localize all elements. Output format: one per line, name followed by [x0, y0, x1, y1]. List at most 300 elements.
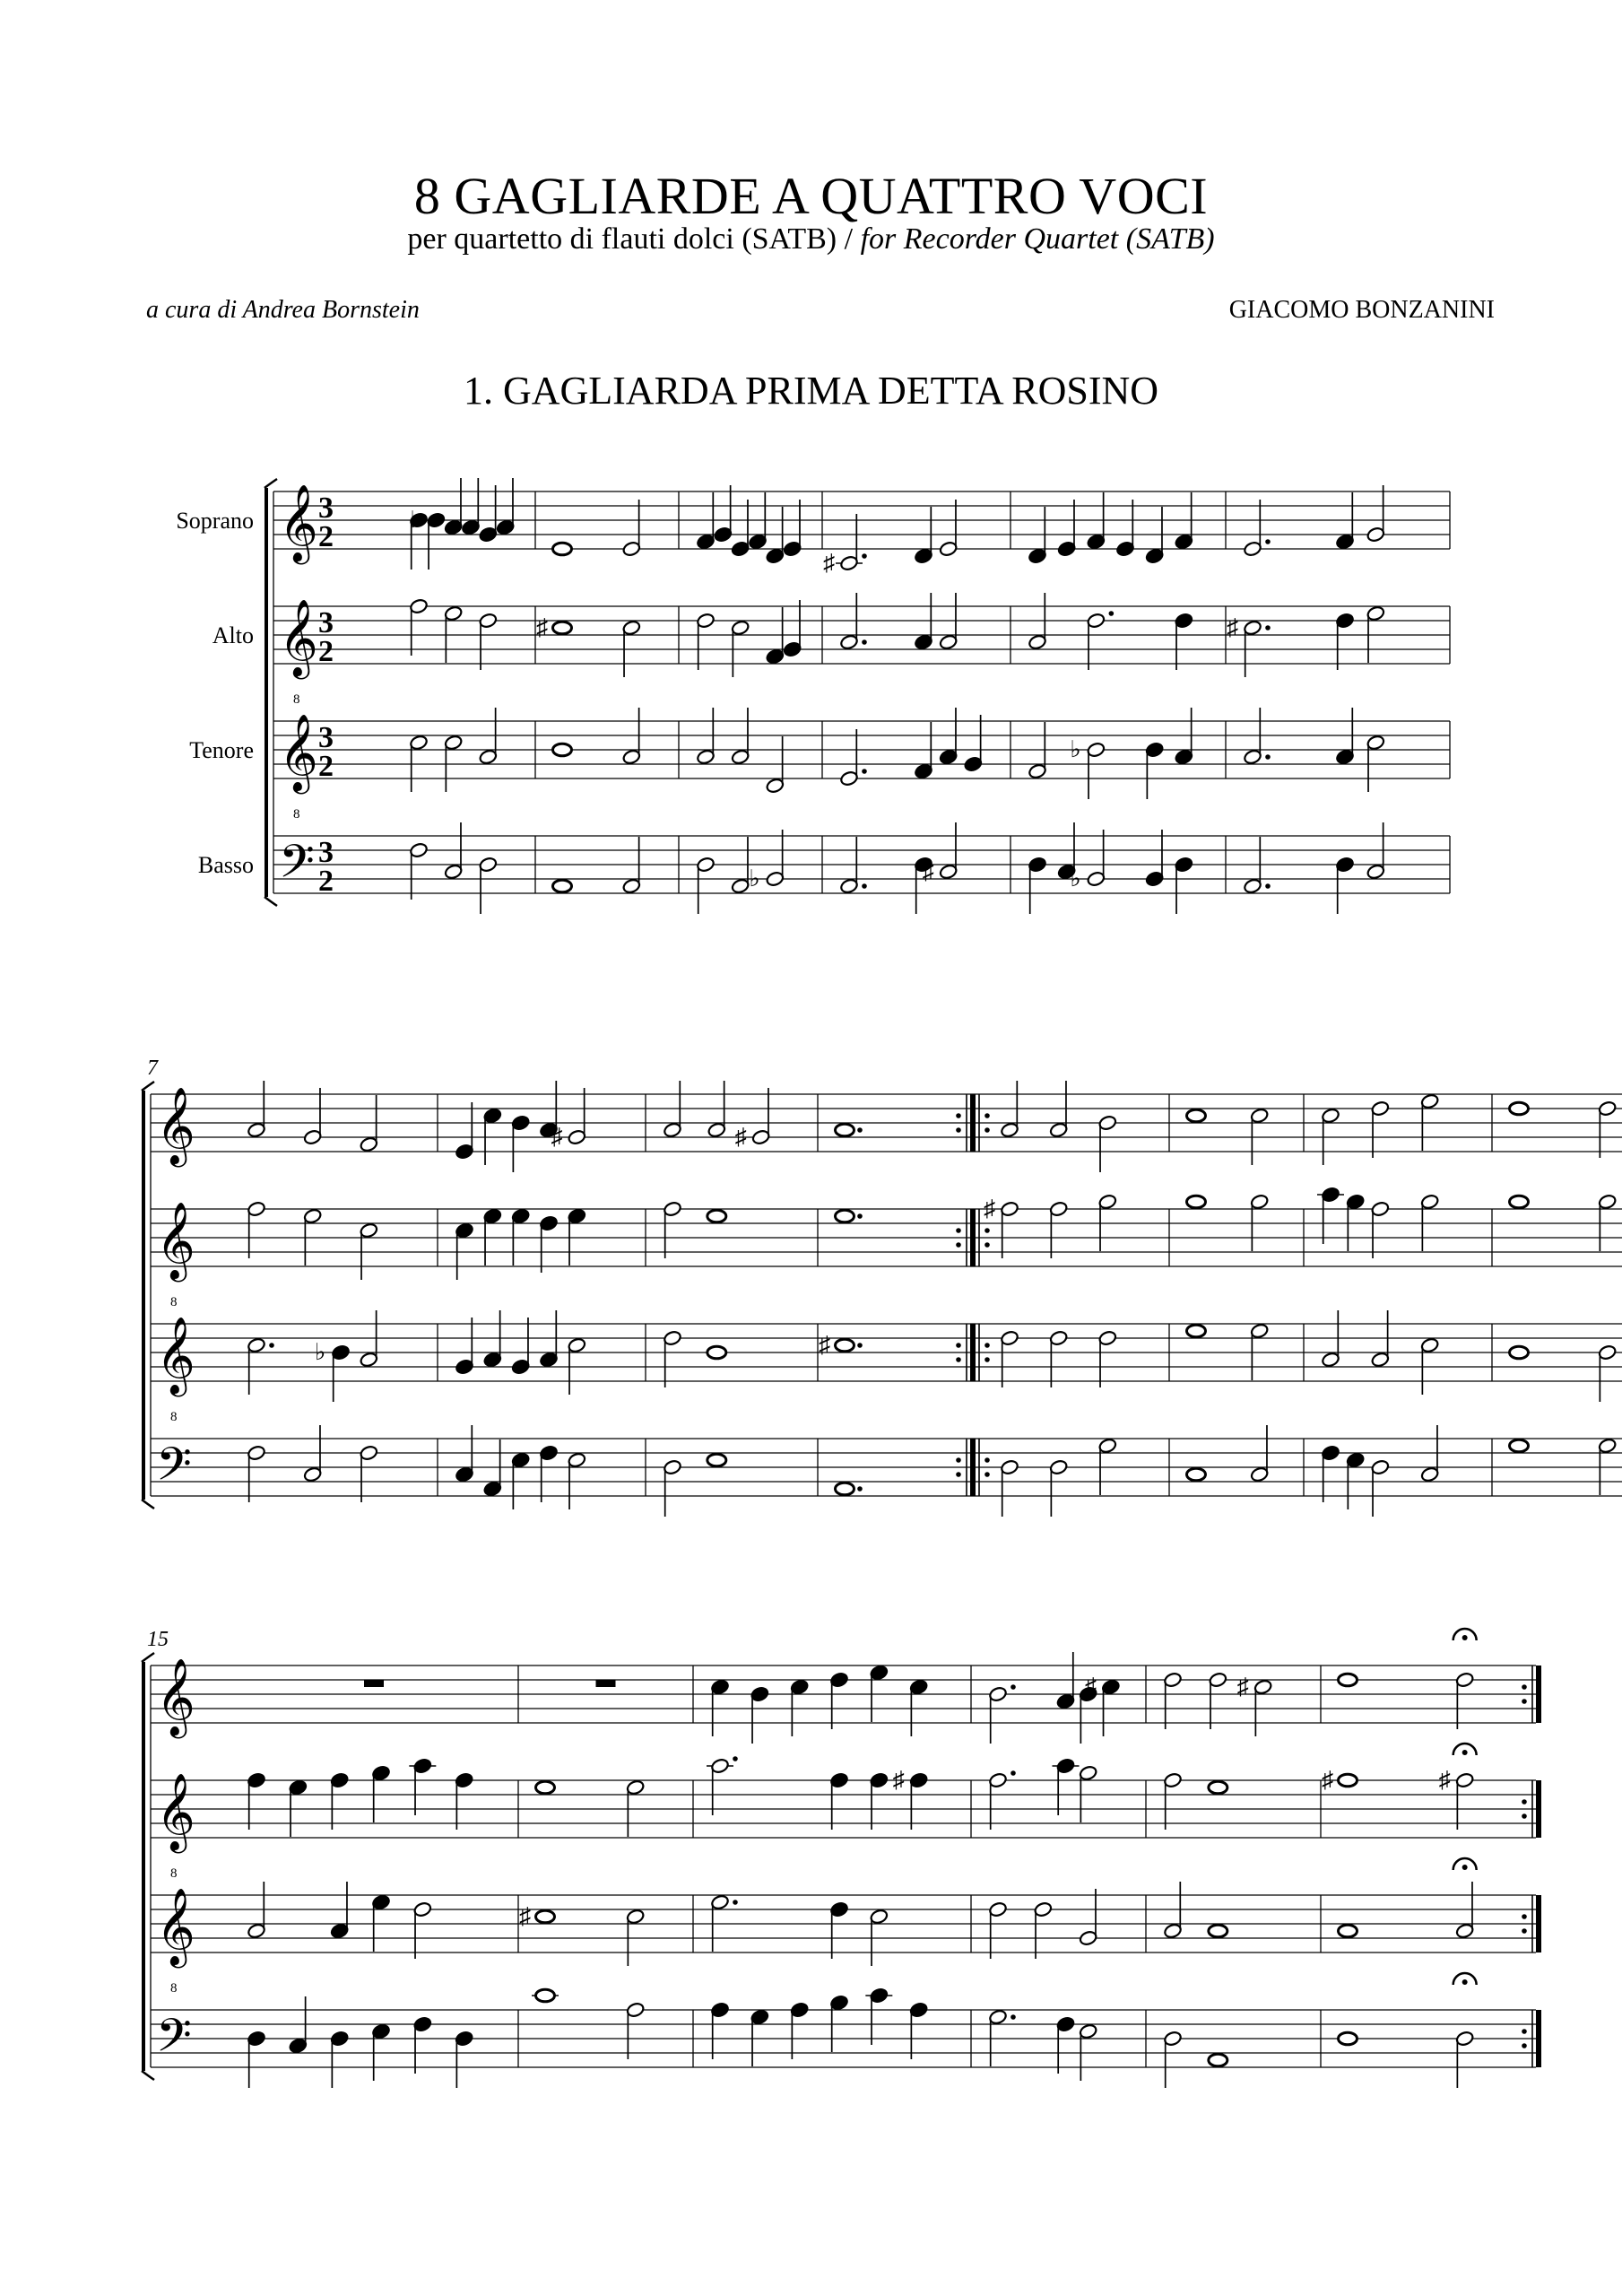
s2-m5-v0-note-1: [1455, 1672, 1474, 1729]
s2-m5-v1-note-0: [1322, 1767, 1357, 1793]
s2-m5-v2-note-1: [1455, 1882, 1474, 1939]
s2-v2-clef-treble-clef-icon: 𝄞: [156, 1891, 195, 1964]
s1-m0-v2-note-2: [360, 1310, 378, 1368]
s0-m2-v2-note-1: [731, 708, 750, 765]
s2-m5-v1-note-1-accidental: ♯: [1438, 1767, 1451, 1793]
s1-m4-v3-note-0: [1000, 1459, 1019, 1517]
s1-repeat-dot-left: [956, 1357, 961, 1362]
s1-m2-v3-note-0: [663, 1459, 681, 1517]
s2-m2-v2-note-2: [870, 1909, 889, 1966]
s0-m2-v2-note-2: [766, 736, 785, 794]
s0-m5-v0-note-0-dot: [1265, 539, 1271, 544]
s2-m3-v0-note-3-accidental: ♯: [1084, 1674, 1097, 1700]
s0-m2-v2-note-0: [696, 708, 715, 765]
s2-m0-v2-note-3: [413, 1901, 432, 1959]
s2-m4-v1-note-0: [1163, 1772, 1182, 1830]
s0-v0-time-signature-denominator: 2: [318, 520, 334, 553]
s1-m1-v0-note-1: [483, 1108, 502, 1165]
s0-m2-v3-note-2: [749, 830, 785, 891]
s1-repeat-dot-right: [984, 1457, 990, 1463]
s2-m2-v0-note-0: [710, 1679, 729, 1736]
s1-m3-v1-note-0-dot: [857, 1213, 863, 1219]
s0-m0-v3-note-2: [479, 857, 498, 914]
s0-m4-v0-note-3: [1115, 500, 1134, 557]
s2-m0-v0-whole-rest-0: [364, 1680, 384, 1687]
s1-m5-v3-note-1: [1250, 1425, 1269, 1483]
s1-m5-v3-note-0-notehead: [1187, 1468, 1206, 1481]
s0-m4-v1-note-2: [1175, 613, 1193, 670]
s0-m2-v0-note-1: [714, 485, 733, 543]
s1-m7-v0-note-0-notehead: [1510, 1102, 1529, 1115]
s2-m5-v0-note-1-fermata-dot: [1462, 1635, 1468, 1640]
s0-m5-v2-note-0-dot: [1265, 754, 1271, 760]
s1-m6-v2-note-1: [1371, 1310, 1390, 1368]
s2-final-repeat-dot: [1522, 1914, 1527, 1919]
s1-m3-v1-note-0: [836, 1210, 863, 1222]
s0-m5-v2-note-0: [1243, 708, 1271, 765]
s0-v1-time-signature-denominator: 2: [318, 635, 334, 668]
s2-m4-v0-note-0: [1163, 1672, 1182, 1729]
s1-m7-v1-note-0: [1510, 1196, 1529, 1208]
s1-m2-v1-note-1-notehead: [707, 1210, 726, 1222]
s1-m2-v0-note-2-accidental: ♯: [734, 1124, 747, 1150]
s2-v3-clef-bass-clef-icon: 𝄢: [156, 2012, 192, 2073]
s1-bracket-bottom: [142, 1500, 154, 1509]
s1-m3-v2-note-0-accidental: ♯: [819, 1332, 830, 1358]
s1-m6-v0-note-0: [1321, 1108, 1340, 1165]
s0-m2-v0-note-5: [783, 500, 802, 557]
s1-m4-v0-note-2: [1098, 1115, 1117, 1172]
s0-m5-v1-note-0: [1227, 614, 1271, 677]
s1-m5-v2-note-0: [1187, 1325, 1206, 1337]
s2-m2-v1-note-1: [829, 1772, 848, 1830]
s0-m2-v0-note-2: [731, 500, 750, 557]
s1-m4-v0-note-1: [1049, 1081, 1068, 1138]
s1-m5-v0-note-0: [1187, 1109, 1206, 1122]
s0-m3-v2-note-2: [939, 708, 958, 765]
s1-m5-v1-note-0-notehead: [1187, 1196, 1206, 1208]
s2-final-repeat-dot: [1522, 1928, 1527, 1934]
s1-m0-v0-note-0: [247, 1081, 265, 1138]
s2-m0-v1-note-1: [289, 1779, 308, 1837]
s2-m5-v0-note-0-notehead: [1339, 1674, 1357, 1686]
s0-m0-v1-note-0: [409, 598, 428, 656]
s0-m4-v0-note-1: [1057, 500, 1076, 557]
s1-m0-v2-note-1: [315, 1339, 351, 1402]
s2-m3-v0-note-0: [988, 1684, 1016, 1744]
s0-v2-clef-octave-mark: 8: [293, 807, 300, 822]
s2-m2-v3-note-1: [750, 2009, 769, 2066]
s2-m1-v0-whole-rest-0: [596, 1680, 616, 1687]
s2-m5-v2-note-0-notehead: [1339, 1925, 1357, 1937]
s2-m0-v3-note-4: [413, 2016, 432, 2074]
s0-m4-v2-note-3: [1175, 708, 1193, 765]
s2-m0-v1-note-2: [330, 1772, 349, 1830]
s1-m1-v1-note-1: [483, 1208, 502, 1265]
s0-m5-v1-note-1: [1335, 613, 1354, 670]
s0-m1-v1-note-0-notehead: [553, 622, 572, 634]
s0-v3-clef-bass-clef-icon: 𝄢: [279, 838, 315, 899]
s1-m2-v0-note-1: [707, 1081, 726, 1138]
s1-repeat-dot-right: [984, 1127, 990, 1133]
s2-m5-v3-note-0: [1339, 2032, 1357, 2045]
s2-m3-v2-note-0: [988, 1901, 1007, 1959]
s1-m4-v1-note-1: [1049, 1201, 1068, 1258]
s0-v0-clef-treble-clef-icon: 𝄞: [279, 487, 318, 561]
s2-m0-v2-note-2: [371, 1894, 390, 1952]
s2-m2-v0-note-5: [909, 1679, 928, 1736]
s0-m2-v1-note-1: [731, 620, 750, 677]
s0-bracket-bottom: [265, 897, 277, 906]
s2-m2-v0-note-1: [750, 1686, 769, 1744]
s0-m3-v2-note-1: [914, 722, 932, 779]
s1-m1-v1-note-2: [511, 1208, 530, 1265]
s2-m0-v3-note-0: [247, 2031, 265, 2088]
s1-m2-v3-note-1-notehead: [707, 1454, 726, 1466]
s1-m3-v3-note-0-dot: [857, 1486, 863, 1492]
s1-repeat-dot-left: [956, 1228, 961, 1233]
s0-m3-v0-note-0: [823, 514, 867, 576]
s1-m6-v1-note-0: [1317, 1187, 1344, 1244]
s1-m4-v3-note-1: [1049, 1459, 1068, 1517]
s0-m5-v3-note-0-dot: [1265, 883, 1271, 889]
s0-m4-v0-note-4: [1145, 507, 1164, 564]
s1-m1-v2-note-4: [568, 1337, 586, 1395]
s2-m5-v3-note-1-fermata-dot: [1462, 1979, 1468, 1985]
s1-m7-v3-note-1: [1598, 1438, 1617, 1495]
s0-m0-v1-note-2: [479, 613, 498, 670]
s2-measure-number: 15: [147, 1628, 169, 1651]
s0-v0-voice-name: Soprano: [176, 508, 254, 534]
s2-m1-v1-note-0: [536, 1781, 555, 1794]
s1-m3-v1-note-0-notehead: [836, 1210, 854, 1222]
s0-m4-v1-note-1-dot: [1109, 611, 1115, 616]
s0-m5-v2-note-1: [1335, 708, 1354, 765]
s2-m4-v1-note-1-notehead: [1209, 1781, 1227, 1794]
s1-m2-v3-note-1: [707, 1454, 726, 1466]
s2-final-repeat-dot: [1522, 1684, 1527, 1690]
s1-m0-v2-note-1-accidental: ♭: [315, 1339, 326, 1365]
s2-m2-v0-note-4: [870, 1665, 889, 1722]
s2-m3-v3-note-2: [1079, 2023, 1097, 2081]
s2-m4-v0-note-1: [1209, 1672, 1227, 1729]
s0-m4-v0-note-0: [1028, 507, 1046, 564]
s0-bracket-top: [265, 479, 277, 488]
s2-m5-v3-note-0-notehead: [1339, 2032, 1357, 2045]
s1-m6-v0-note-2: [1420, 1093, 1439, 1151]
s0-m5-v3-note-2: [1366, 822, 1385, 880]
s2-m1-v2-note-0: [519, 1903, 555, 1929]
s2-final-repeat-dot: [1522, 1813, 1527, 1819]
s2-m5-v2-note-0: [1339, 1925, 1357, 1937]
s1-v1-clef-octave-mark: 8: [170, 1295, 178, 1309]
s1-m1-v2-note-3: [539, 1310, 558, 1368]
s0-m3-v3-note-2-accidental: ♯: [922, 858, 934, 884]
s2-m4-v0-note-2: [1237, 1674, 1273, 1736]
s2-m3-v3-note-1: [1056, 2016, 1075, 2074]
s0-m1-v2-note-0-notehead: [553, 744, 572, 756]
s1-m0-v3-note-2: [360, 1445, 378, 1502]
s1-m4-v2-note-0: [1000, 1330, 1019, 1387]
s2-m0-v1-note-4: [409, 1758, 436, 1815]
s1-m0-v1-note-0: [247, 1201, 265, 1258]
s0-m3-v0-note-2: [939, 500, 958, 557]
s1-m1-v0-note-2: [511, 1115, 530, 1172]
s0-v3-time-signature-denominator: 2: [318, 865, 334, 898]
s2-m4-v1-note-1: [1209, 1781, 1227, 1794]
s2-m0-v3-note-3: [371, 2023, 390, 2081]
s0-m2-v0-note-4: [766, 507, 785, 564]
s1-m1-v3-note-1: [483, 1439, 502, 1497]
s0-m1-v1-note-0: [536, 614, 572, 640]
s1-m6-v1-note-2: [1371, 1201, 1390, 1258]
s1-m6-v1-note-1: [1346, 1194, 1365, 1251]
s0-m5-v1-note-2: [1366, 605, 1385, 663]
s1-m3-v3-note-0: [836, 1483, 863, 1495]
s0-m0-v3-note-0: [409, 842, 428, 900]
s2-m0-v1-note-3: [371, 1765, 390, 1822]
s1-m2-v2-note-1-notehead: [707, 1346, 726, 1359]
s2-m4-v2-note-0: [1163, 1882, 1182, 1939]
s1-m5-v3-note-0: [1187, 1468, 1206, 1481]
s2-m2-v1-note-3: [893, 1767, 929, 1830]
s1-m4-v3-note-2: [1098, 1438, 1117, 1495]
s2-m0-v3-note-2: [330, 2031, 349, 2088]
s0-m0-v0-note-4: [479, 485, 498, 543]
s0-v3-time-signature-numerator: 3: [318, 836, 334, 869]
s1-m7-v0-note-1: [1598, 1100, 1617, 1158]
s0-m2-v1-note-2: [766, 607, 785, 665]
s0-m4-v3-note-2-accidental: ♭: [1070, 865, 1081, 891]
s2-m2-v1-note-2: [870, 1772, 889, 1830]
s0-m4-v2-note-1-accidental: ♭: [1070, 736, 1081, 762]
s1-repeat-dot-right: [984, 1472, 990, 1477]
s1-m1-v2-note-2: [511, 1318, 530, 1375]
s1-m7-v2-note-0-notehead: [1510, 1346, 1529, 1359]
s0-m5-v3-note-1: [1335, 857, 1354, 914]
s0-v1-clef-octave-mark: 8: [293, 692, 300, 707]
s0-m3-v1-note-1: [914, 593, 932, 650]
s2-m5-v1-note-1: [1439, 1767, 1475, 1830]
s2-m2-v3-note-0: [710, 2002, 729, 2059]
s2-m3-v0-note-0-dot: [1010, 1684, 1016, 1690]
s0-m2-v1-note-0: [696, 613, 715, 670]
s0-m3-v3-note-0: [839, 837, 867, 894]
s0-v0-time-signature-numerator: 3: [318, 491, 334, 525]
s1-m2-v2-note-1: [707, 1346, 726, 1359]
s1-m6-v1-note-3: [1420, 1194, 1439, 1251]
s1-m4-v1-note-2: [1098, 1194, 1117, 1251]
s1-m0-v3-note-1: [303, 1425, 322, 1483]
s0-m4-v2-note-2: [1145, 742, 1164, 799]
s1-repeat-dot-left: [956, 1343, 961, 1348]
s0-m1-v1-note-0-accidental: ♯: [536, 614, 548, 640]
s1-m3-v0-note-0-dot: [857, 1127, 863, 1133]
s1-m1-v0-note-0: [455, 1102, 473, 1160]
s0-m3-v3-note-2: [923, 822, 958, 884]
s0-m1-v1-note-1: [622, 620, 641, 677]
s1-m2-v2-note-0: [663, 1330, 681, 1387]
s1-bracket-top: [142, 1082, 154, 1091]
s0-m5-v1-note-0-accidental: ♯: [1227, 614, 1238, 640]
s0-m1-v0-note-1: [622, 500, 641, 557]
s1-m0-v1-note-2: [360, 1222, 378, 1280]
s1-m1-v3-note-4: [568, 1452, 586, 1509]
subtitle-english: for Recorder Quartet (SATB): [860, 222, 1215, 256]
s2-m5-v1-note-1-fermata-dot: [1462, 1750, 1468, 1755]
s2-m1-v2-note-0-notehead: [536, 1910, 555, 1923]
s2-m4-v3-note-1-notehead: [1209, 2054, 1227, 2066]
s0-v1-time-signature-numerator: 3: [318, 606, 334, 639]
s1-v2-clef-treble-clef-icon: 𝄞: [156, 1319, 195, 1393]
s1-m3-v2-note-0-dot: [857, 1343, 863, 1348]
s1-v3-clef-bass-clef-icon: 𝄢: [156, 1440, 192, 1501]
s2-m4-v2-note-1-notehead: [1209, 1925, 1227, 1937]
s0-m3-v2-note-0-dot: [862, 769, 867, 774]
s0-m4-v3-note-4: [1175, 857, 1193, 914]
piece-title: 1. GAGLIARDA PRIMA DETTA ROSINO: [463, 369, 1159, 413]
s2-m0-v3-note-5: [455, 2031, 473, 2088]
s1-m4-v0-note-0: [1000, 1081, 1019, 1138]
s2-v2-clef-octave-mark: 8: [170, 1981, 178, 1996]
s1-m1-v0-note-4-accidental: ♯: [551, 1124, 563, 1150]
s2-bracket-top: [142, 1653, 154, 1662]
s0-m1-v2-note-1: [622, 708, 641, 765]
s1-m5-v2-note-0-notehead: [1187, 1325, 1206, 1337]
s2-m3-v1-note-1: [1053, 1758, 1080, 1815]
s2-m2-v2-note-0-dot: [733, 1900, 738, 1905]
s0-m1-v3-note-0-notehead: [553, 880, 572, 892]
s1-v1-clef-treble-clef-icon: 𝄞: [156, 1205, 195, 1278]
s1-m2-v1-note-1: [707, 1210, 726, 1222]
s0-m1-v0-note-0: [553, 543, 572, 555]
s1-repeat-dot-left: [956, 1457, 961, 1463]
s1-m1-v1-note-3: [539, 1215, 558, 1273]
s1-m7-v3-note-0: [1510, 1439, 1529, 1452]
s0-m4-v0-note-5: [1175, 492, 1193, 550]
s1-repeat-dot-left: [956, 1113, 961, 1118]
s2-m0-v1-note-5: [455, 1772, 473, 1830]
s2-bracket-bottom: [142, 2071, 154, 2080]
s1-m6-v0-note-1: [1371, 1100, 1390, 1158]
s2-m3-v1-note-0-dot: [1010, 1770, 1016, 1776]
s2-m4-v2-note-1: [1209, 1925, 1227, 1937]
s0-m4-v2-note-0: [1028, 722, 1046, 779]
s0-v3-voice-name: Basso: [197, 852, 254, 878]
s1-m3-v3-note-0-notehead: [836, 1483, 854, 1495]
s2-v1-clef-treble-clef-icon: 𝄞: [156, 1776, 195, 1849]
s0-m3-v3-note-0-dot: [862, 883, 867, 889]
s1-m4-v1-note-0-accidental: ♯: [984, 1196, 995, 1222]
s0-m3-v2-note-3: [964, 715, 983, 772]
s2-final-repeat-dot: [1522, 1799, 1527, 1805]
s2-m1-v3-note-0-notehead: [536, 1989, 555, 2002]
s0-m0-v2-note-0: [409, 735, 428, 792]
s1-m1-v3-note-3: [539, 1445, 558, 1502]
s1-m1-v2-note-0: [455, 1318, 473, 1375]
s2-m3-v0-note-1: [1056, 1652, 1075, 1709]
s0-m3-v1-note-0: [839, 593, 867, 650]
s1-m7-v2-note-0: [1510, 1346, 1529, 1359]
s0-m5-v2-note-2: [1366, 735, 1385, 792]
s2-m1-v1-note-0-notehead: [536, 1781, 555, 1794]
s1-m0-v3-note-0: [247, 1445, 265, 1502]
s1-m4-v1-note-0: [984, 1196, 1019, 1258]
s1-m5-v0-note-0-notehead: [1187, 1109, 1206, 1122]
s1-repeat-dot-left: [956, 1127, 961, 1133]
s2-m3-v2-note-1: [1034, 1901, 1053, 1959]
s2-m5-v2-note-1-fermata-dot: [1462, 1865, 1468, 1870]
s0-m2-v3-note-1: [731, 837, 750, 894]
s0-m5-v0-note-2: [1366, 485, 1385, 543]
s2-m5-v1-note-0-accidental: ♯: [1322, 1767, 1333, 1793]
s1-m7-v1-note-0-notehead: [1510, 1196, 1529, 1208]
s0-v2-time-signature-numerator: 3: [318, 721, 334, 754]
s2-m4-v0-note-2-accidental: ♯: [1236, 1674, 1249, 1700]
composer-name: GIACOMO BONZANINI: [1228, 296, 1495, 324]
s1-m6-v2-note-2: [1420, 1337, 1439, 1395]
s1-m6-v3-note-0: [1321, 1445, 1340, 1502]
s2-m3-v3-note-0-dot: [1010, 2014, 1016, 2020]
s0-m2-v0-note-3: [748, 492, 767, 550]
s0-m2-v0-note-0: [696, 492, 715, 550]
s0-m5-v3-note-0: [1243, 837, 1271, 894]
s1-m6-v3-note-2: [1371, 1459, 1390, 1517]
s2-m2-v1-note-0-dot: [733, 1756, 738, 1761]
s2-v0-clef-treble-clef-icon: 𝄞: [156, 1661, 195, 1735]
s1-m1-v3-note-0: [455, 1425, 473, 1483]
s0-m5-v0-note-1: [1335, 492, 1354, 550]
s2-final-repeat-dot: [1522, 2043, 1527, 2048]
s2-m0-v2-note-1: [330, 1882, 349, 1939]
s2-m2-v0-note-2: [790, 1679, 809, 1736]
s1-m3-v2-note-0: [819, 1332, 863, 1358]
s2-m2-v2-note-1: [829, 1901, 848, 1959]
s1-m0-v0-note-1: [303, 1088, 322, 1145]
s1-m3-v2-note-0-notehead: [836, 1339, 854, 1352]
s2-m1-v1-note-1: [626, 1779, 645, 1837]
s2-m1-v2-note-1: [626, 1909, 645, 1966]
s0-m0-v2-note-1: [444, 735, 463, 792]
s1-m7-v2-note-1: [1598, 1344, 1617, 1402]
s1-m1-v1-note-0: [455, 1222, 473, 1280]
s2-m2-v3-note-5: [909, 2002, 928, 2059]
s1-m6-v2-note-0: [1321, 1310, 1340, 1368]
s0-m4-v3-note-0: [1028, 857, 1046, 914]
s0-m5-v1-note-0-dot: [1265, 625, 1271, 631]
s0-m0-v0-note-1-accidental: ♭: [410, 507, 421, 533]
s2-m2-v1-note-0: [707, 1756, 738, 1815]
s1-m3-v0-note-0: [836, 1124, 863, 1136]
s0-m0-v3-note-1: [444, 822, 463, 880]
s2-m2-v3-note-2: [790, 2002, 809, 2059]
s1-m2-v0-note-0: [663, 1081, 681, 1138]
s1-m0-v2-note-0: [247, 1337, 274, 1395]
s1-m7-v0-note-0: [1510, 1102, 1529, 1115]
s0-m2-v3-note-2-accidental: ♭: [749, 865, 760, 891]
s1-repeat-dot-right: [984, 1357, 990, 1362]
s1-m7-v3-note-0-notehead: [1510, 1439, 1529, 1452]
s1-repeat-dot-left: [956, 1242, 961, 1248]
s1-repeat-dot-right: [984, 1242, 990, 1248]
s2-m1-v2-note-0-accidental: ♯: [519, 1903, 531, 1929]
s1-m5-v2-note-1: [1250, 1323, 1269, 1380]
s1-m6-v3-note-1: [1346, 1452, 1365, 1509]
s2-v1-clef-octave-mark: 8: [170, 1866, 178, 1881]
s0-m1-v3-note-0: [553, 880, 572, 892]
s0-m0-v0-note-1: [410, 507, 446, 570]
s1-m0-v0-note-2: [360, 1095, 378, 1152]
